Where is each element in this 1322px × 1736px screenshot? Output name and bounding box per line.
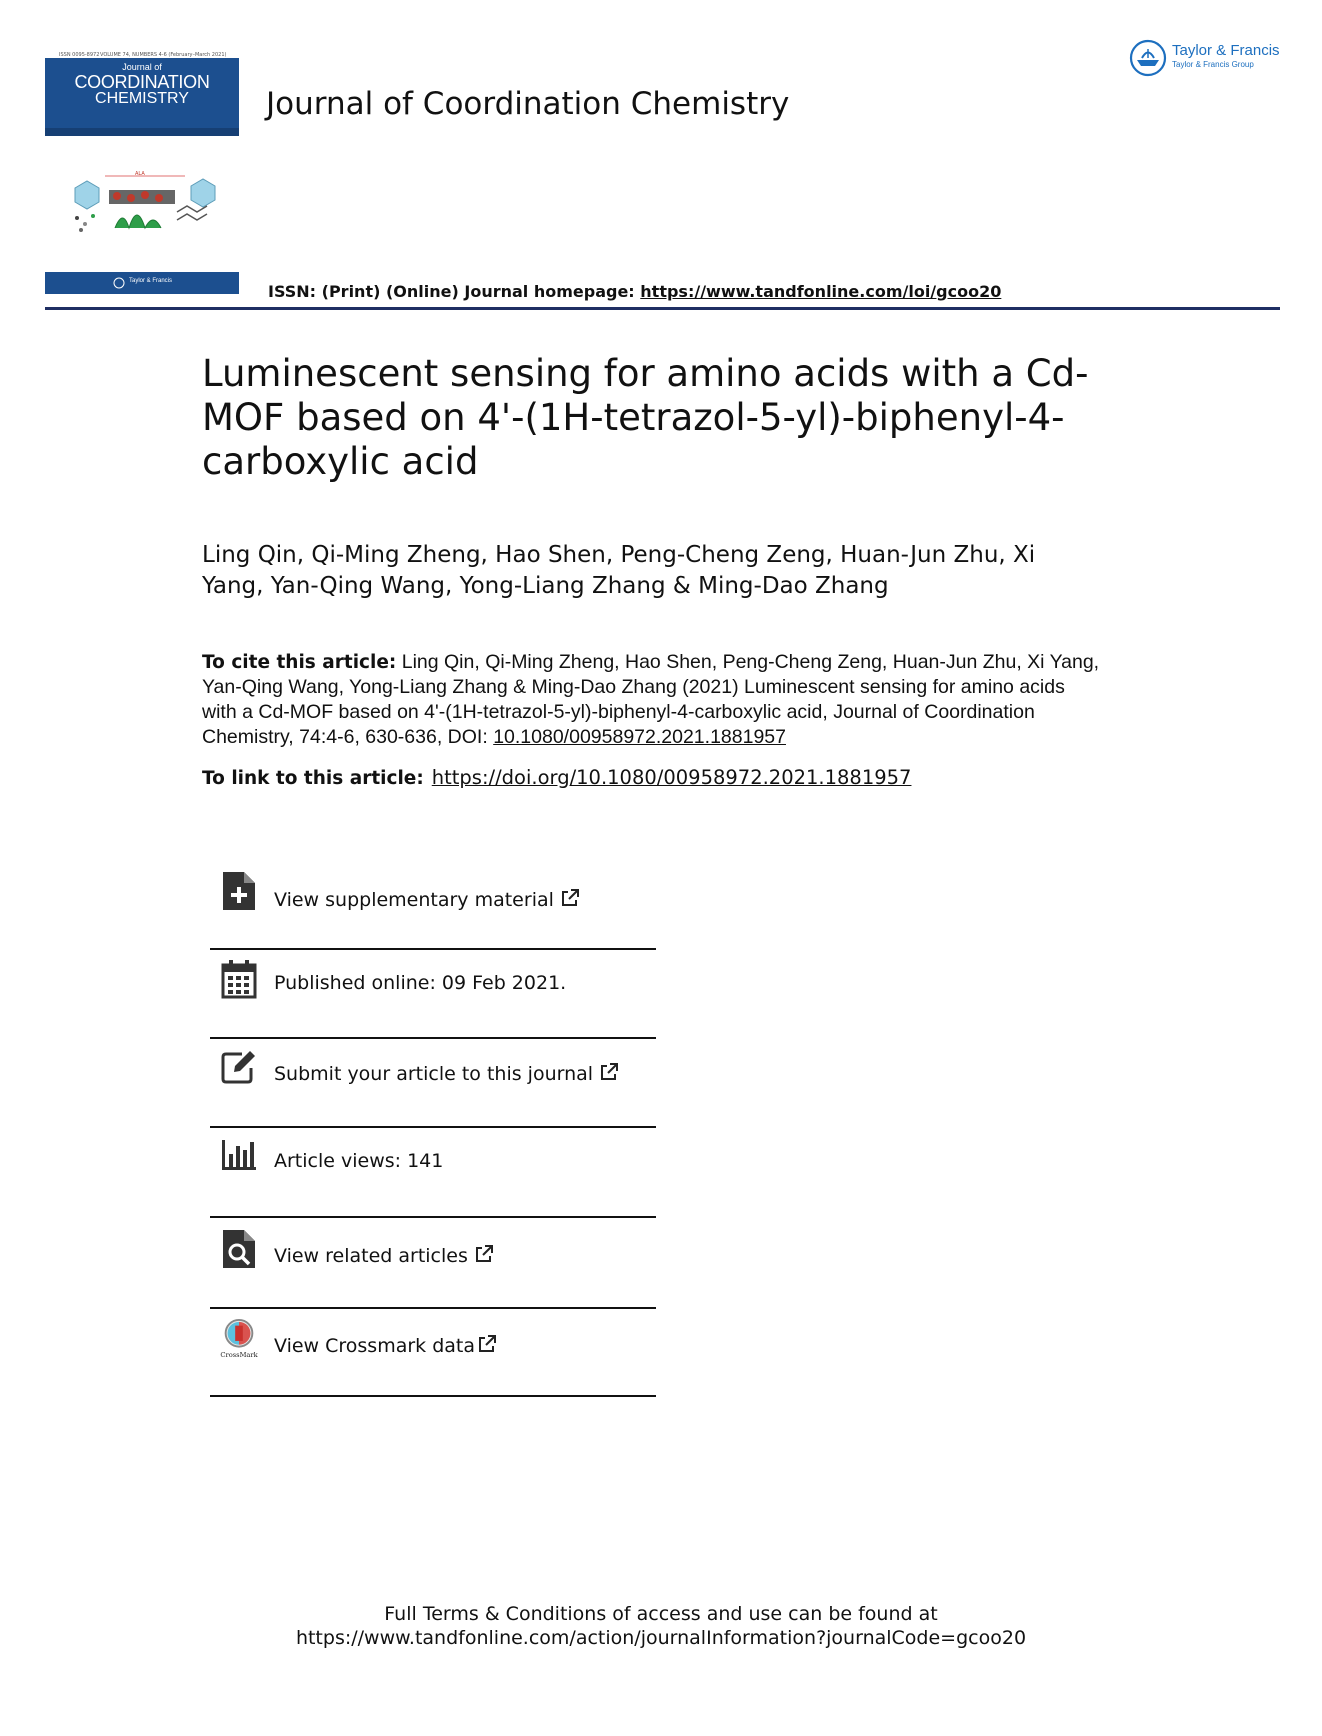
terms-footer: [0, 1602, 1322, 1650]
related-articles-label: View related articles: [274, 1245, 468, 1267]
crossmark-icon: [220, 1318, 258, 1360]
cover-title-band: [45, 58, 239, 136]
crossmark-badge-text: CrossMark: [220, 1351, 258, 1360]
taylor-francis-icon: [1128, 38, 1168, 78]
cover-journal-of: Journal of: [122, 62, 162, 72]
external-link-icon: [477, 1334, 497, 1354]
list-divider: [210, 1395, 656, 1397]
submit-article-label: Submit your article to this journal: [274, 1063, 594, 1085]
external-link-icon: [599, 1062, 619, 1082]
svg-text:ALA: ALA: [135, 171, 145, 177]
supplementary-material-label: View supplementary material: [274, 889, 554, 911]
external-link-icon: [560, 888, 580, 908]
search-document-icon: [220, 1228, 258, 1270]
supplementary-material-link: [274, 888, 580, 911]
external-link-icon: [474, 1244, 494, 1264]
related-articles-link: [274, 1244, 494, 1267]
crossmark-link: [274, 1334, 497, 1357]
issn-prefix: ISSN: (Print) (Online) Journal homepage:: [268, 282, 641, 301]
list-divider: [210, 1037, 656, 1039]
cover-stripe: [45, 128, 239, 136]
cover-publisher-logo: [45, 272, 239, 294]
crossmark-label: View Crossmark data: [274, 1335, 476, 1357]
article-link-line: [202, 766, 911, 789]
list-divider: [210, 948, 656, 950]
list-divider: [210, 1216, 656, 1218]
cover-name-line1: COORDINATION: [74, 72, 210, 92]
journal-homepage-link[interactable]: https://www.tandfonline.com/loi/gcoo20: [640, 282, 1002, 301]
cover-volume-info: VOLUME 74, NUMBERS 4-6 (February–March 2021): [100, 52, 227, 58]
publisher-logo[interactable]: [1128, 38, 1288, 78]
cover-publisher-mark: Taylor & Francis: [129, 278, 173, 284]
article-doi-url[interactable]: https://doi.org/10.1080/00958972.2021.1881957: [431, 766, 912, 789]
published-online-text: Published online: 09 Feb 2021.: [274, 972, 567, 994]
list-divider: [210, 1307, 656, 1309]
calendar-icon: [220, 958, 258, 1000]
publisher-name: Taylor & Francis: [1172, 42, 1280, 59]
publisher-group: Taylor & Francis Group: [1172, 60, 1254, 69]
bar-chart-icon: [220, 1136, 258, 1178]
issn-homepage-line: [268, 282, 1001, 301]
citation-label: To cite this article:: [202, 652, 397, 673]
cover-name-line2: CHEMISTRY: [95, 90, 189, 107]
article-title: Luminescent sensing for amino acids with a Cd-MOF based on 4'-(1H-tetrazol-5-yl)-biphenyl-4-carboxylic acid: [202, 352, 1089, 483]
cover-issn: ISSN 0095-8972: [59, 52, 100, 58]
cover-publisher-band: [45, 272, 239, 294]
article-authors: Ling Qin, Qi-Ming Zheng, Hao Shen, Peng-Cheng Zeng, Huan-Jun Zhu, Xi Yang, Yan-Qing Wang, Yong-Liang Zhang & Ming-Dao Zhang: [202, 542, 1036, 599]
submit-article-link: [274, 1062, 619, 1085]
terms-line: Full Terms & Conditions of access and use can be found at: [384, 1603, 938, 1625]
terms-url[interactable]: https://www.tandfonline.com/action/journalInformation?journalCode=gcoo20: [295, 1627, 1027, 1649]
citation-doi-link[interactable]: 10.1080/00958972.2021.1881957: [493, 726, 786, 748]
cover-artwork-image: [65, 168, 225, 240]
journal-cover-thumbnail: [45, 52, 239, 294]
article-link-label: To link to this article:: [202, 768, 424, 789]
edit-icon: [220, 1046, 258, 1088]
journal-title: Journal of Coordination Chemistry: [266, 86, 790, 122]
list-divider: [210, 1126, 656, 1128]
header-divider: [45, 307, 1280, 310]
citation-block: [202, 650, 1102, 750]
file-plus-icon: [220, 870, 258, 912]
citation-text: Ling Qin, Qi-Ming Zheng, Hao Shen, Peng-Cheng Zeng, Huan-Jun Zhu, Xi Yang, Yan-Qing Wang, Yong-Liang Zhang & Ming-Dao Zhang (2021) Luminescent sensing for amino acids with a Cd-MOF based on 4'-(1H-tetrazol-5-yl)-biphenyl-4-carboxylic acid, Journal of Coordination Chemistry, 74:4-6, 630-636, DOI:: [202, 651, 1100, 748]
article-views-text: Article views: 141: [274, 1150, 444, 1172]
